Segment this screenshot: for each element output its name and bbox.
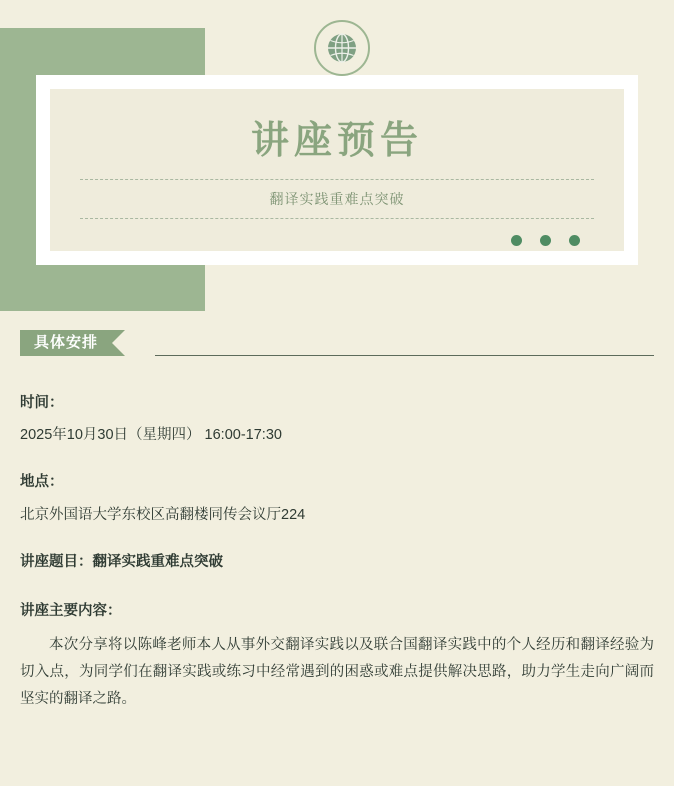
dot-group xyxy=(80,219,594,246)
page-title: 讲座预告 xyxy=(250,120,423,162)
section-heading xyxy=(20,330,654,364)
place-label: 地点： xyxy=(20,474,64,491)
content-paragraph: 本次分享将以陈峰老师本人从事外交翻译实践以及联合国翻译实践中的个人经历和翻译经验为切入点，为同学们在翻译实践或练习中经常遇到的困惑或难点提供解决思路，助力学生走向广阔而坚实的翻译之路。 xyxy=(20,637,654,707)
details-block xyxy=(0,364,674,713)
dot-3 xyxy=(569,235,580,246)
section-rule xyxy=(155,355,654,356)
dot-1 xyxy=(511,235,522,246)
time-label: 时间： xyxy=(20,395,64,411)
place-value: 北京外国语大学东校区高翻楼同传会议厅224 xyxy=(20,506,306,523)
dot-2 xyxy=(540,235,551,246)
section-tag-label: 具体安排 xyxy=(20,330,112,356)
content-label: 讲座主要内容： xyxy=(20,602,122,619)
topic-label: 讲座题目： xyxy=(20,553,93,570)
title-card xyxy=(36,75,638,265)
poster-header xyxy=(0,0,674,330)
title-card-inner xyxy=(50,89,624,251)
page-subtitle: 翻译实践重难点突破 xyxy=(269,190,405,207)
topic-line xyxy=(20,551,654,574)
topic-value: 翻译实践重难点突破 xyxy=(92,553,223,570)
globe-icon xyxy=(314,20,370,76)
time-value: 2025年10月30日（星期四） 16:00-17:30 xyxy=(20,427,282,444)
